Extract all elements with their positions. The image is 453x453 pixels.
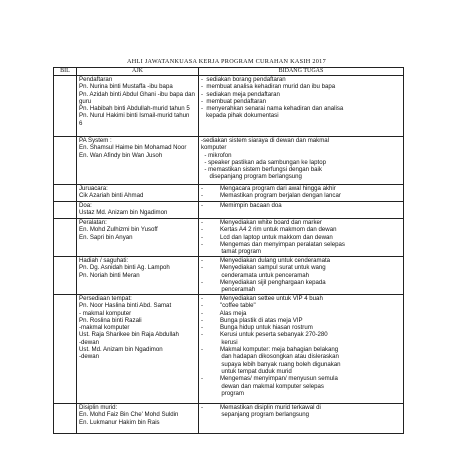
ajk-line: -dewan: [79, 353, 99, 361]
tugas-line: - Memastikan disiplin murid terkawal di: [201, 404, 321, 411]
cell-bil: [54, 185, 77, 202]
header-bil: BIL: [54, 68, 77, 76]
table-body: [54, 76, 404, 434]
tugas-line: - Kertas A4 2 rim untuk makmom dan dewan: [201, 226, 337, 234]
ajk-line: Pn. Nurul Hakimi binti Ismail-murid tahun: [79, 112, 190, 120]
cell-bil: [54, 202, 77, 219]
ajk-line: En. Mohd Faiz Bin Che' Mohd Suldin: [79, 411, 179, 419]
ajk-line: Ustaz Md. Anizam bin Ngadimon: [79, 209, 168, 217]
ajk-line: En. Mohd Zulhizmi bin Yusoff: [79, 226, 158, 234]
ajk-line: Pn. Noriah binti Meran: [79, 271, 140, 279]
tugas-line: tamat program: [201, 248, 261, 256]
ajk-line: Pn. Roslina binti Razali: [79, 316, 142, 324]
tugas-line: - speaker pastikan ada sambungan ke laptop: [201, 158, 327, 166]
ajk-line: En. Wan Afindy bin Wan Jusoh: [79, 151, 163, 159]
cell-bidang-tugas: [199, 137, 404, 185]
tugas-line: - Memastikan program berjalan dengan lancar: [201, 192, 341, 200]
cell-bil: [54, 404, 77, 434]
ajk-line: Peralatan:: [79, 219, 107, 226]
tugas-line: - Menyediakan sijil penghargaan kepada: [201, 278, 326, 286]
tugas-line: - mikrofon: [201, 151, 232, 159]
tugas-line: - Kerusi untuk peserta sebanyak 270-280: [201, 331, 328, 339]
cell-bil: [54, 257, 77, 295]
tugas-line: - Bunga plastik di atas meja VIP: [201, 316, 303, 324]
header-tugas: BIDANG TUGAS: [199, 68, 404, 76]
tugas-line: penceramah: [201, 286, 256, 294]
ajk-line: En. Sapri bin Anyan: [79, 233, 133, 241]
cell-bidang-tugas: [199, 219, 404, 257]
tugas-line: - Menyediakan dulang untuk cenderamata: [201, 257, 331, 264]
tugas-line: - Bunga hidup untuk hiasan rostrum: [201, 324, 313, 332]
tugas-line: disepanjang program berlangsung: [201, 173, 302, 181]
tugas-line: program: [201, 389, 245, 397]
ajk-line: Persediaan tempat:: [79, 295, 132, 302]
tugas-line: - sediakan borang pendaftaran: [201, 76, 286, 83]
tugas-line: - Menyediakan white board dan marker: [201, 219, 322, 226]
tugas-line: dewan dan makmal komputer selepas: [201, 382, 324, 390]
tugas-line: kepada pihak dokumentasi: [201, 112, 279, 120]
tugas-line: supaya lebih banyak ruang boleh digunakan: [201, 360, 341, 368]
ajk-line: Pn. Habibah binti Abdullah-murid tahun 5: [79, 105, 190, 113]
cell-bidang-tugas: [199, 202, 404, 219]
tugas-line: kerusi: [201, 338, 238, 346]
table-row: [54, 404, 404, 434]
tugas-line: - Lcd dan laptop untuk makkom dan dewan: [201, 233, 333, 241]
table-header-row: [54, 68, 404, 76]
cell-bidang-tugas: [199, 76, 404, 137]
tugas-line: - "coffee table": [201, 302, 256, 310]
ajk-line: Pn. Nurina binti Mustaffa -ibu bapa: [79, 83, 173, 91]
tugas-line: - sediakan meja pendaftaran: [201, 90, 280, 98]
tugas-line: - Memimpin bacaan doa: [201, 202, 282, 209]
tugas-line: - Mengemas dan menyimpan peralatan selepas: [201, 240, 345, 248]
cell-ajk: [77, 404, 199, 434]
cell-bil: [54, 137, 77, 185]
tugas-line: - Mengacara program dari awal hingga akhir: [201, 185, 336, 192]
ajk-line: Hadiah / saguhati:: [79, 257, 129, 264]
ajk-line: Ust. Md. Anizam bin Ngadimon: [79, 346, 163, 354]
tugas-line: - Menyediakan settee untuk VIP 4 buah: [201, 295, 323, 302]
cell-bil: [54, 76, 77, 137]
table-row: [54, 185, 404, 202]
ajk-line: guru: [79, 97, 92, 105]
tugas-line: cenderamata untuk penceramah: [201, 271, 310, 279]
cell-bidang-tugas: [199, 404, 404, 434]
cell-ajk: [77, 185, 199, 202]
ajk-line: 6: [79, 119, 83, 127]
tugas-line: komputer: [201, 144, 227, 152]
ajk-line: Doa:: [79, 202, 92, 209]
ajk-line: Pn. Noor Haslina binti Abd. Samat: [79, 302, 172, 310]
ajk-line: PA System :: [79, 137, 112, 144]
tugas-line: - menyerahkan senarai nama kehadiran dan analisa: [201, 105, 344, 113]
cell-bidang-tugas: [199, 185, 404, 202]
ajk-line: En. Lukmanur Hakim bin Rais: [79, 418, 160, 426]
ajk-line: Pn. Azidah binti Abdul Ghani -ibu bapa dan: [79, 90, 195, 98]
table-row: [54, 202, 404, 219]
header-ajk: AJK: [77, 68, 199, 76]
cell-bidang-tugas: [199, 295, 404, 404]
cell-ajk: [77, 76, 199, 137]
ajk-line: En. Shamsul Haime bin Mohamad Noor: [79, 144, 187, 152]
tugas-line: untuk tempat duduk murid: [201, 367, 292, 375]
ajk-line: Cik Azariah binti Ahmad: [79, 192, 144, 200]
cell-ajk: [77, 295, 199, 404]
cell-ajk: [77, 202, 199, 219]
cell-ajk: [77, 219, 199, 257]
cell-ajk: [77, 137, 199, 185]
tugas-line: - memastikan sistem berfungsi dengan baik: [201, 166, 322, 174]
ajk-line: - makmal komputer: [79, 309, 132, 317]
ajk-line: -dewan: [79, 338, 99, 346]
document-title: AHLI JAWATANKUASA KERJA PROGRAM CURAHAN KASIH 2017: [127, 58, 326, 65]
table-row: [54, 257, 404, 295]
tugas-line: -sediakan sistem siaraya di dewan dan makmal: [201, 137, 330, 144]
ajk-line: Pendaftaran: [79, 76, 113, 83]
table-row: [54, 219, 404, 257]
cell-bil: [54, 295, 77, 404]
committee-table: [53, 67, 404, 434]
tugas-line: - Menyediakan sampul surat untuk wang: [201, 264, 326, 272]
cell-bil: [54, 219, 77, 257]
tugas-line: - membuat pendaftaran: [201, 97, 267, 105]
cell-ajk: [77, 257, 199, 295]
ajk-line: -makmal komputer: [79, 324, 130, 332]
table-row: [54, 295, 404, 404]
tugas-line: - membuat analisa kehadiran murid dan ibu bapa: [201, 83, 336, 91]
tugas-line: sepanjang program berlangsung: [201, 411, 310, 419]
ajk-line: Ust. Raja Sharikee bin Raja Abdullah: [79, 331, 179, 339]
ajk-line: Disiplin murid:: [79, 404, 118, 411]
ajk-line: Juruacara:: [79, 185, 108, 192]
tugas-line: - Mengemas/ menyimpan/ menyusun semula: [201, 375, 338, 383]
tugas-line: - Makmal komputer: meja bahagian belakang: [201, 346, 339, 354]
ajk-line: Pn. Dg. Asnidah binti Ag. Lampoh: [79, 264, 170, 272]
tugas-line: - Alas meja: [201, 309, 247, 317]
tugas-line: dan hadapan dikosongkan atau disleraskan: [201, 353, 339, 361]
cell-bidang-tugas: [199, 257, 404, 295]
table-row: [54, 137, 404, 185]
table-row: [54, 76, 404, 137]
